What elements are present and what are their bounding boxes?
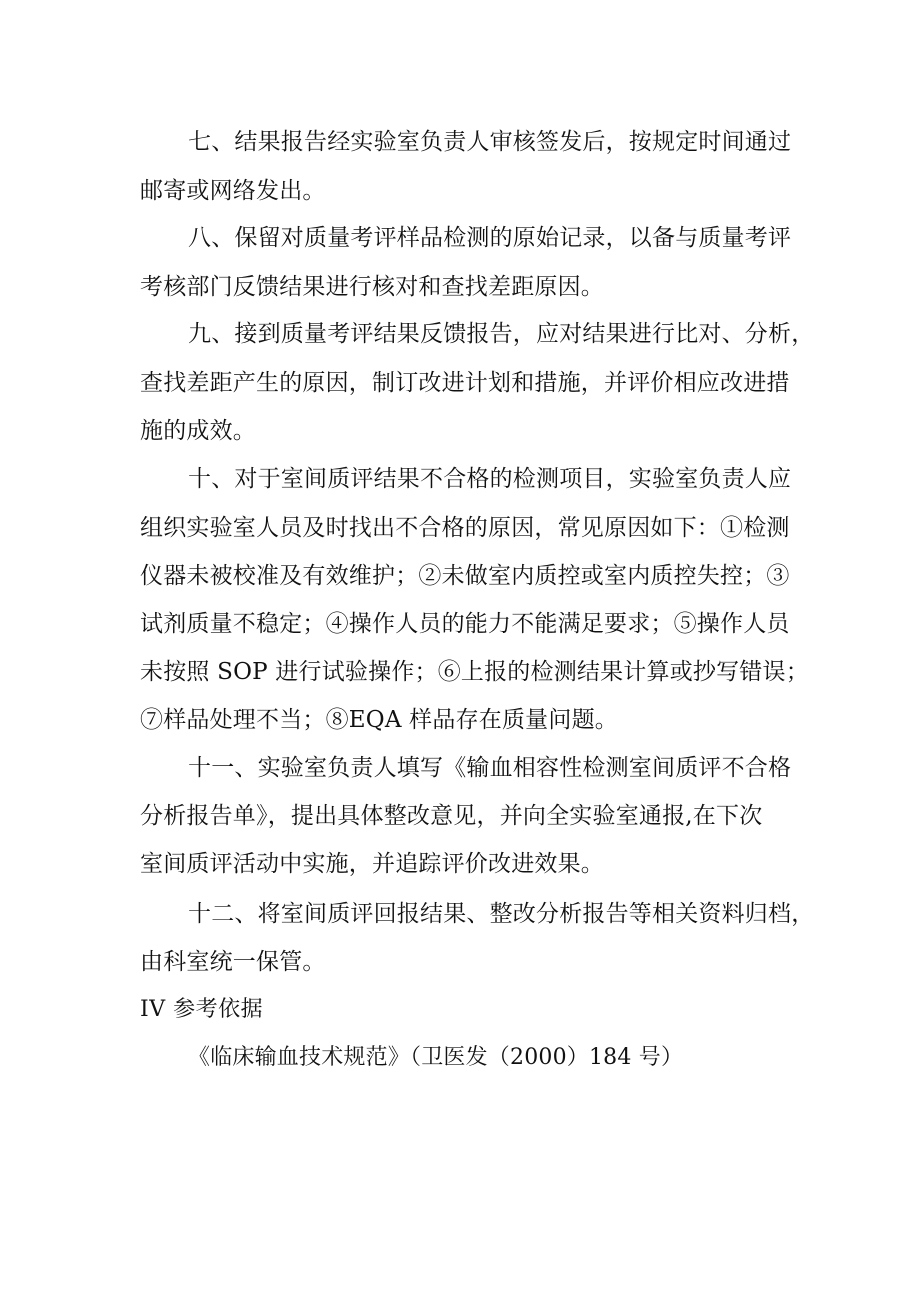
item-8-line-1: 八、保留对质量考评样品检测的原始记录，以备与质量考评 bbox=[188, 225, 792, 251]
item-9-line-1: 九、接到质量考评结果反馈报告，应对结果进行比对、分析， bbox=[188, 321, 815, 347]
item-11-line-3: 室间质评活动中实施，并追踪评价改进效果。 bbox=[140, 851, 604, 877]
reference-citation: 《临床输血技术规范》（卫医发（2000）184 号） bbox=[188, 1045, 684, 1070]
item-10-line-6: ⑦样品处理不当；⑧EQA 样品存在质量问题。 bbox=[140, 707, 618, 733]
item-11-line-2: 分析报告单》，提出具体整改意见，并向全实验室通报,在下次 bbox=[140, 803, 763, 829]
item-10-line-3: 仪器未被校准及有效维护；②未做室内质控或室内质控失控；③ bbox=[140, 563, 790, 589]
section-heading: IV 参考依据 bbox=[140, 997, 264, 1022]
item-7-line-2: 邮寄或网络发出。 bbox=[140, 178, 326, 204]
item-10-line-2: 组织实验室人员及时找出不合格的原因，常见原因如下：①检测 bbox=[140, 515, 790, 541]
item-7-line-1: 七、结果报告经实验室负责人审核签发后，按规定时间通过 bbox=[188, 129, 792, 155]
item-10-line-1: 十、对于室间质评结果不合格的检测项目，实验室负责人应 bbox=[188, 466, 792, 492]
item-11-line-1: 十一、实验室负责人填写《输血相容性检测室间质评不合格 bbox=[188, 755, 792, 781]
item-8-line-2: 考核部门反馈结果进行核对和查找差距原因。 bbox=[140, 274, 604, 300]
item-10-line-5: 未按照 SOP 进行试验操作；⑥上报的检测结果计算或抄写错误； bbox=[140, 659, 809, 685]
item-9-line-2: 查找差距产生的原因，制订改进计划和措施，并评价相应改进措 bbox=[140, 370, 790, 396]
item-10-line-4: 试剂质量不稳定；④操作人员的能力不能满足要求；⑤操作人员 bbox=[140, 611, 790, 637]
item-9-line-3: 施的成效。 bbox=[140, 418, 256, 444]
item-12-line-2: 由科室统一保管。 bbox=[140, 949, 326, 975]
item-12-line-1: 十二、将室间质评回报结果、整改分析报告等相关资料归档， bbox=[188, 901, 815, 927]
